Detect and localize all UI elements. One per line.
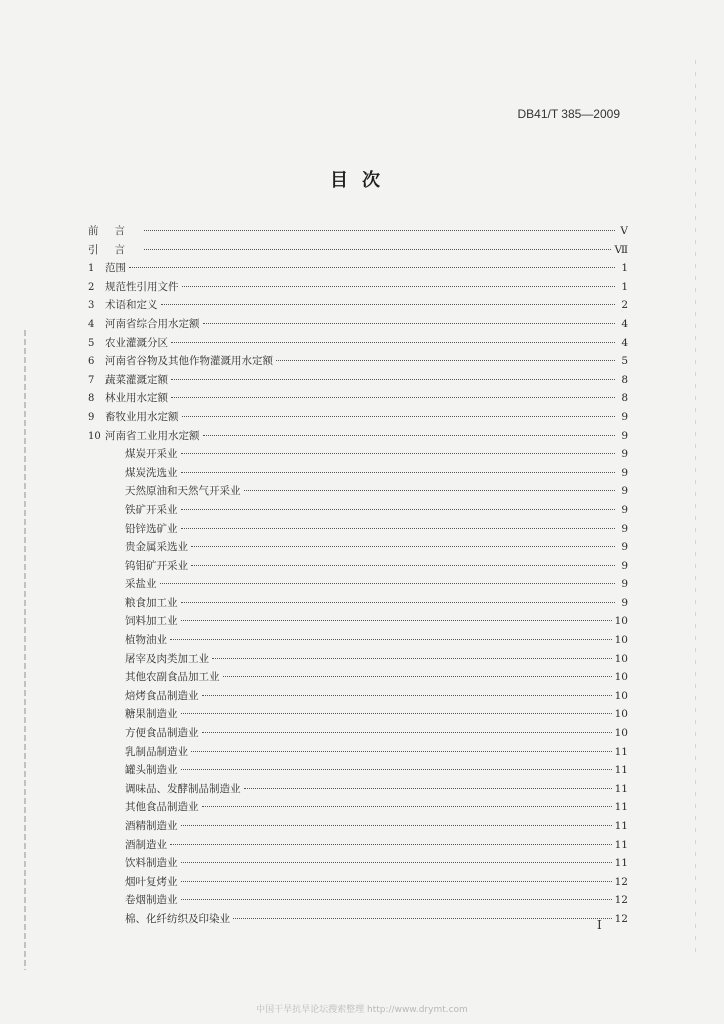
toc-entry-page: 9 [621,578,628,591]
toc-entry[interactable] [88,222,628,241]
dot-leader [276,360,615,361]
toc-entry[interactable] [88,631,628,650]
toc-entry-label: 煤炭洗选业 [125,466,178,479]
toc-entry-label: 酒制造业 [125,838,167,851]
dot-leader [212,658,612,659]
toc-entry-label: 棉、化纤纺织及印染业 [125,912,230,925]
toc-entry[interactable] [88,910,628,929]
toc-entry-page: 4 [621,336,628,349]
toc-entry-page: 4 [621,317,628,330]
toc-entry-label: 引言 [88,243,141,256]
dot-leader [181,825,612,826]
toc-entry[interactable] [88,743,628,762]
dot-leader [244,490,616,491]
dot-leader [181,881,612,882]
toc-entry-label: 方便食品制造业 [125,727,199,740]
toc-entry-page: 12 [614,875,628,888]
toc-entry-label: 调味品、发酵制品制造业 [125,782,241,795]
toc-entry-label: 饮料制造业 [125,857,178,870]
toc-entry-number: 8 [88,393,95,405]
dot-leader [181,769,612,770]
toc-entry-label: 采盐业 [125,578,157,591]
dot-leader [181,453,616,454]
toc-entry-label: 河南省综合用水定额 [105,317,200,330]
toc-entry-page: 1 [621,262,628,275]
toc-entry[interactable] [88,575,628,594]
toc-entry-label: 乳制品制造业 [125,745,188,758]
dot-leader [182,416,616,417]
toc-entry[interactable] [88,427,628,446]
toc-entry-page: 11 [614,838,628,851]
dot-leader [171,397,615,398]
dot-leader [202,695,612,696]
toc-entry-label: 铁矿开采业 [125,503,178,516]
toc-entry-page: 10 [614,615,628,628]
toc-entry-page: 11 [614,745,628,758]
toc-entry-number: 5 [88,337,95,349]
toc-entry-page: 10 [614,671,628,684]
dot-leader [161,304,616,305]
toc-entry[interactable] [88,854,628,873]
toc-entry-label: 前言 [88,225,141,237]
toc-entry[interactable] [88,891,628,910]
dot-leader [191,751,612,752]
toc-entry-label: 煤炭开采业 [125,448,178,461]
toc-entry-label: 范围 [105,262,126,275]
toc-entry[interactable] [88,557,628,576]
toc-entry-page: V [620,225,628,237]
dot-leader [181,528,616,529]
dot-leader [160,583,616,584]
page-number: I [597,918,602,932]
toc-entry[interactable] [88,520,628,539]
toc-entry-label: 糖果制造业 [125,708,178,721]
toc-entry-number: 7 [88,374,95,386]
dot-leader [171,342,615,343]
dot-leader [181,472,616,473]
toc-entry-page: 11 [614,820,628,832]
toc-entry[interactable] [88,296,628,315]
dot-leader [181,862,612,863]
toc-entry[interactable] [88,612,628,631]
toc-entry-label: 术语和定义 [105,299,158,312]
toc-entry[interactable] [88,334,628,353]
toc-entry-page: 11 [614,801,628,814]
toc-entry-number: 4 [88,318,95,330]
dot-leader [170,844,612,845]
toc-entry-page: 12 [614,894,628,907]
dot-leader [203,435,616,436]
dot-leader [203,323,616,324]
toc-entry[interactable] [88,687,628,706]
toc-entry-label: 天然原油和天然气开采业 [125,485,241,498]
toc-entry[interactable] [88,650,628,669]
toc-entry-number: 6 [88,356,95,368]
toc-entry-label: 酒精制造业 [125,820,178,832]
toc-entry[interactable] [88,464,628,483]
toc-entry-page: 9 [621,503,628,516]
dot-leader [170,639,612,640]
toc-entry-label: 罐头制造业 [125,764,178,777]
dot-leader [191,565,615,566]
dot-leader [202,732,612,733]
scan-artifact-right [695,60,696,960]
toc-entry-label: 卷烟制造业 [125,894,178,907]
scan-artifact-left [24,330,26,970]
dot-leader [181,620,612,621]
dot-leader [202,806,612,807]
toc-entry[interactable] [88,668,628,687]
toc-entry[interactable] [88,761,628,780]
toc-entry-label: 规范性引用文件 [105,280,179,293]
table-of-contents [88,222,628,929]
dot-leader [144,230,615,231]
toc-entry[interactable] [88,817,628,836]
toc-entry-label: 贵金属采选业 [125,541,188,554]
toc-entry-page: 5 [621,355,628,368]
dot-leader [181,899,612,900]
toc-entry-page: 10 [614,652,628,665]
toc-entry-label: 畜牧业用水定额 [105,410,179,423]
toc-entry[interactable] [88,501,628,520]
toc-entry[interactable] [88,278,628,297]
dot-leader [244,788,612,789]
toc-entry[interactable] [88,371,628,390]
dot-leader [171,379,615,380]
toc-entry-page: 11 [614,857,628,870]
toc-entry-page: 8 [621,392,628,405]
toc-entry-page: 9 [621,596,628,609]
toc-entry-number: 1 [88,263,95,275]
toc-entry-page: 10 [614,689,628,702]
toc-entry-number: 2 [88,281,95,293]
toc-entry-label: 烟叶复烤业 [125,875,178,888]
toc-entry-page: 1 [621,280,628,293]
toc-entry-page: 9 [621,485,628,498]
toc-entry[interactable] [88,315,628,334]
toc-entry-number: 9 [88,411,95,423]
toc-entry-label: 钨钼矿开采业 [125,559,188,572]
toc-entry-page: 10 [614,727,628,740]
toc-entry[interactable] [88,445,628,464]
watermark: 中国干旱抗旱论坛搜索整理 http://www.drymt.com [256,1005,468,1015]
dot-leader [181,602,616,603]
toc-entry[interactable] [88,724,628,743]
toc-entry-page: Ⅶ [614,243,628,256]
dot-leader [181,509,616,510]
toc-entry-label: 植物油业 [125,634,167,647]
toc-entry[interactable] [88,389,628,408]
toc-entry-page: 10 [614,634,628,647]
toc-entry[interactable] [88,408,628,427]
toc-entry[interactable] [88,705,628,724]
toc-entry-page: 2 [621,299,628,312]
toc-entry-label: 其他食品制造业 [125,801,199,814]
toc-entry-page: 9 [621,522,628,535]
toc-entry-label: 林业用水定额 [105,392,168,405]
toc-entry-number: 10 [88,430,101,442]
toc-entry-label: 河南省工业用水定额 [105,429,200,442]
toc-entry-page: 12 [614,912,628,925]
dot-leader [144,249,611,250]
dot-leader [129,267,615,268]
toc-entry-number: 3 [88,300,95,312]
toc-entry-label: 铅锌选矿业 [125,522,178,535]
toc-entry-page: 9 [621,466,628,479]
toc-entry[interactable] [88,798,628,817]
toc-entry[interactable] [88,482,628,501]
dot-leader [181,713,612,714]
toc-entry-page: 9 [621,559,628,572]
toc-entry[interactable] [88,836,628,855]
toc-entry-page: 9 [621,448,628,461]
toc-entry-page: 8 [621,373,628,386]
toc-entry[interactable] [88,538,628,557]
toc-entry-page: 9 [621,410,628,423]
toc-entry-page: 9 [621,429,628,442]
toc-entry-label: 蔬菜灌溉定额 [105,373,168,386]
toc-entry-label: 饲料加工业 [125,615,178,628]
toc-entry[interactable] [88,873,628,892]
toc-entry-label: 焙烤食品制造业 [125,689,199,702]
toc-entry-label: 其他农副食品加工业 [125,671,220,684]
toc-entry-label: 河南省谷物及其他作物灌溉用水定额 [105,355,273,368]
dot-leader [233,918,612,919]
toc-entry-page: 11 [614,764,628,777]
dot-leader [223,676,612,677]
dot-leader [191,546,615,547]
document-code: DB41/T 385—2009 [517,107,620,121]
dot-leader [182,286,616,287]
toc-entry-page: 9 [621,541,628,554]
toc-entry-label: 农业灌溉分区 [105,336,168,349]
toc-entry[interactable] [88,259,628,278]
page-title: 目次 [330,170,394,191]
toc-entry-label: 屠宰及肉类加工业 [125,652,209,665]
toc-entry[interactable] [88,594,628,613]
toc-entry-page: 11 [614,782,628,795]
toc-entry-page: 10 [614,708,628,721]
toc-entry-label: 粮食加工业 [125,596,178,609]
toc-entry[interactable] [88,780,628,799]
toc-entry[interactable] [88,352,628,371]
toc-entry[interactable] [88,241,628,260]
